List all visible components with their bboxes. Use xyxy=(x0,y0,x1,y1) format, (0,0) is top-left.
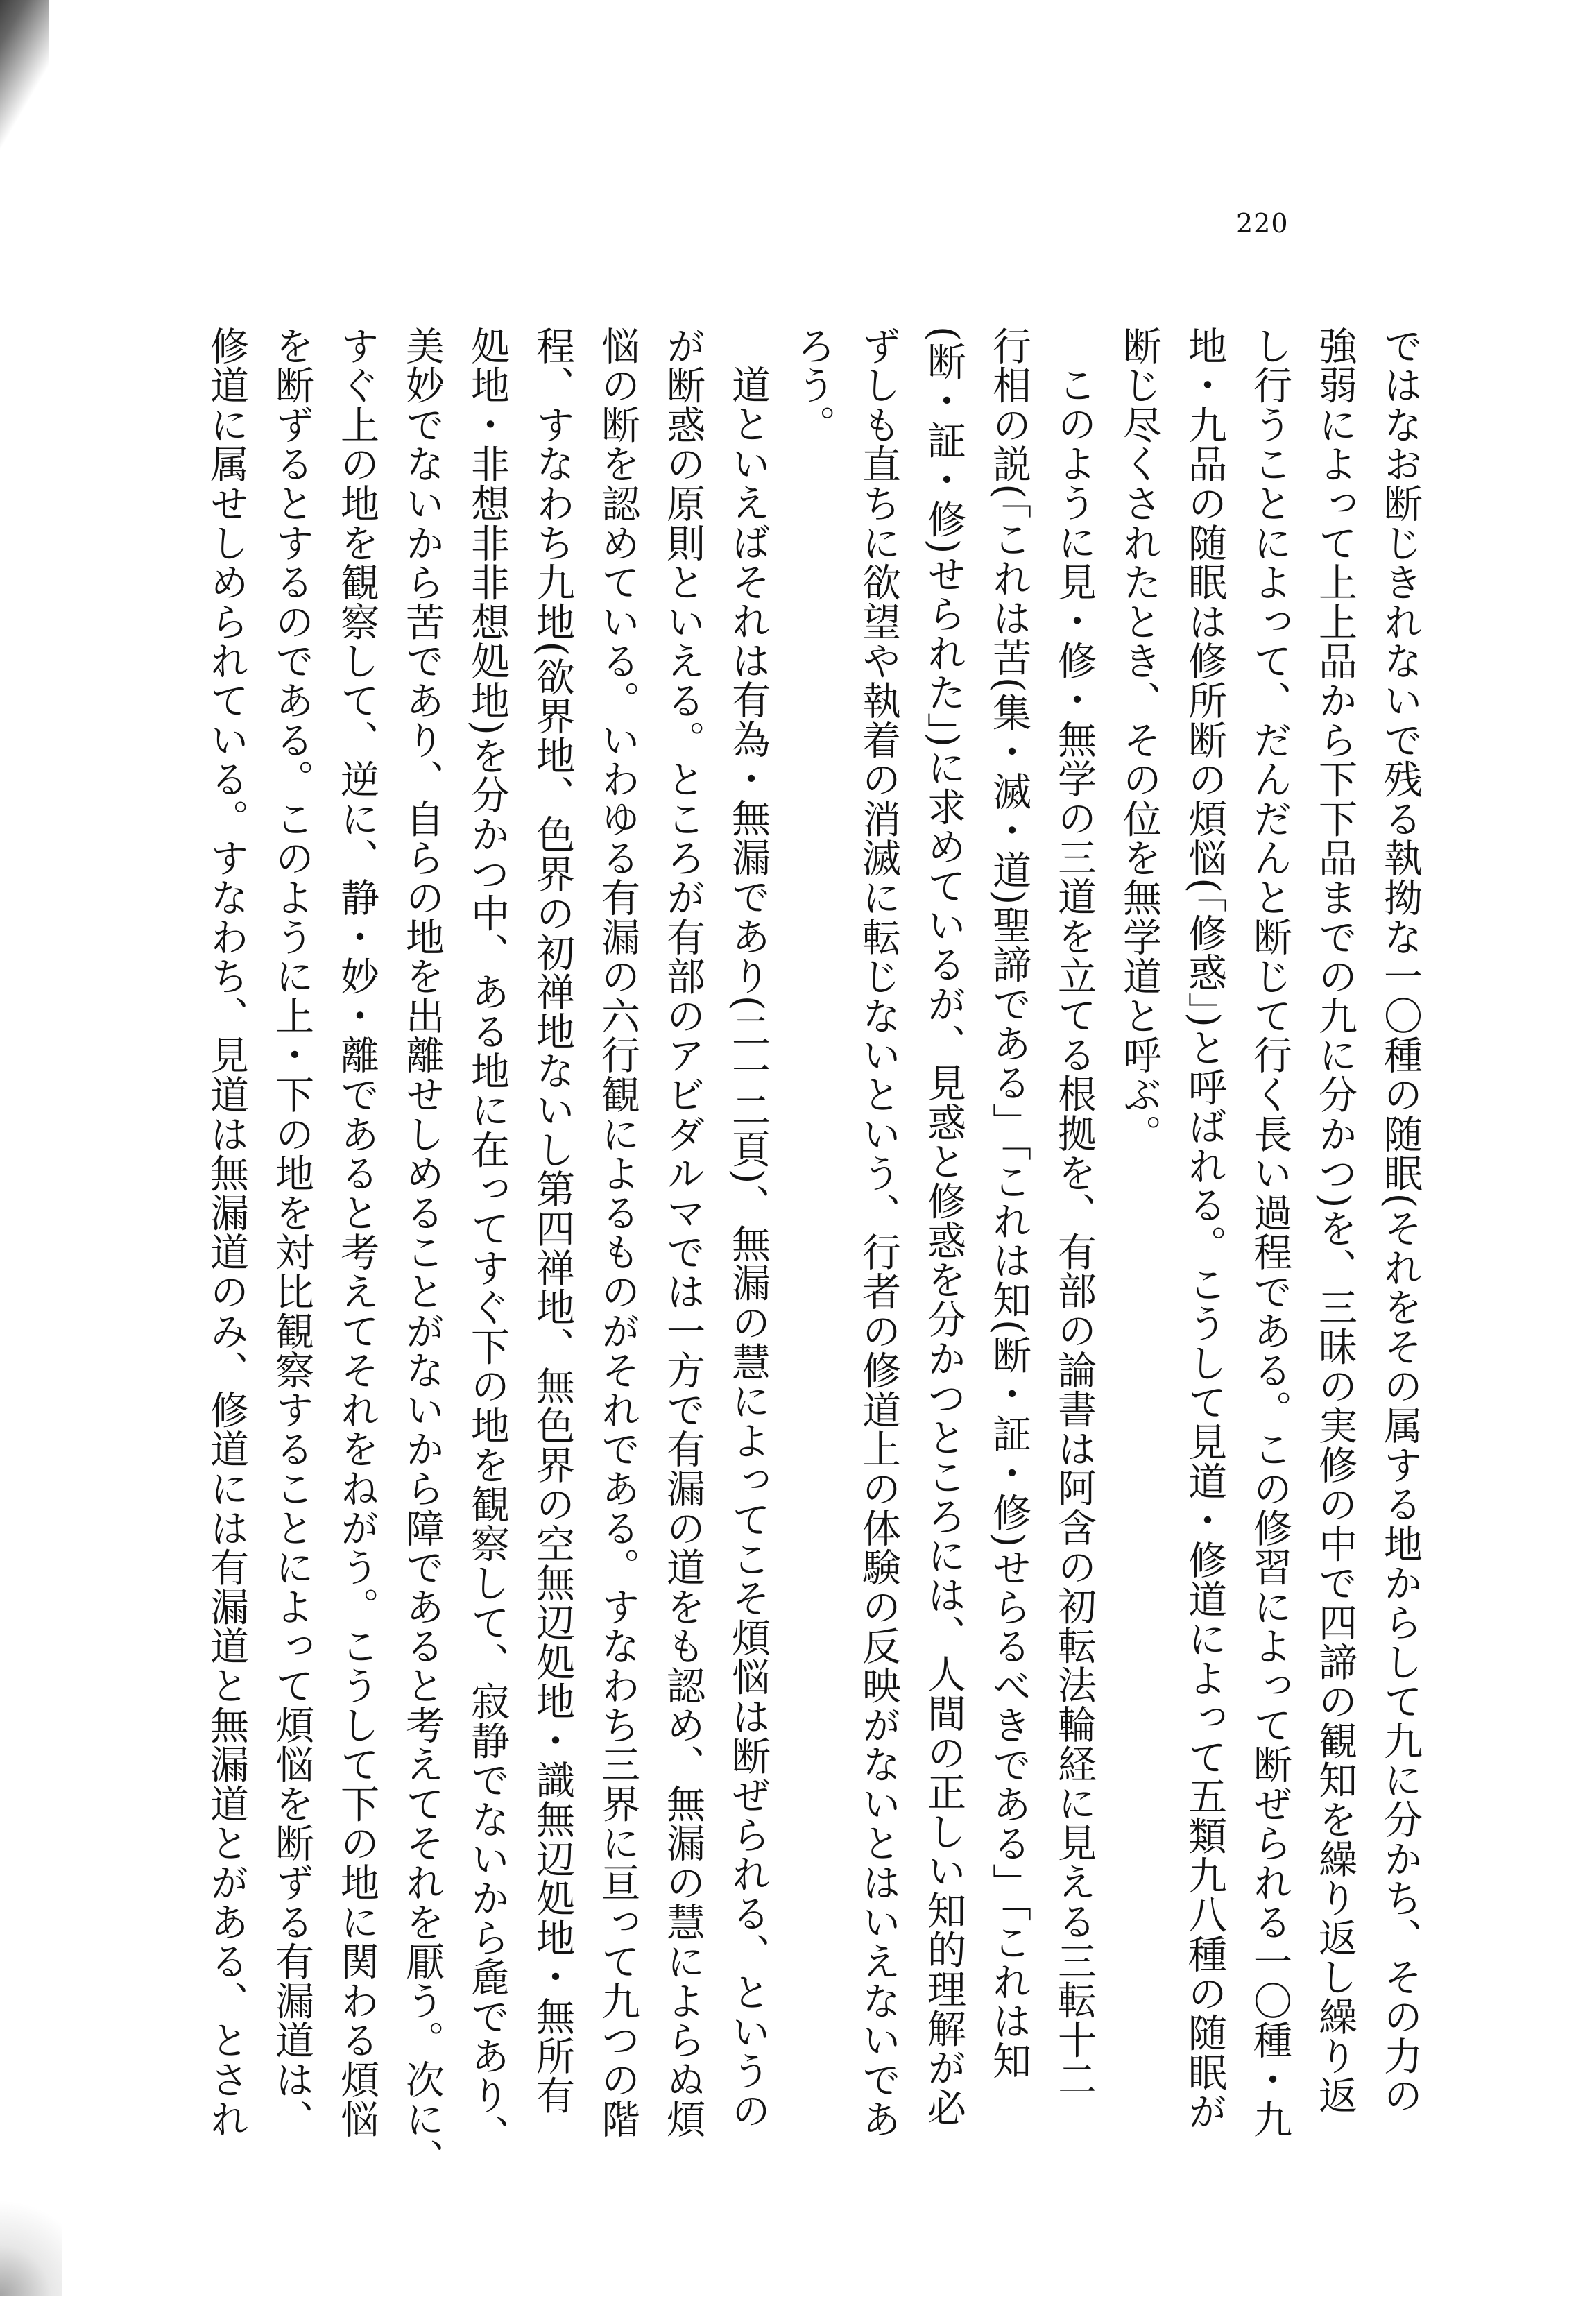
text-line: 処地・非想非非想処地)を分かつ中、ある地に在ってすぐ下の地を観察して、寂静でないから麁であり、 xyxy=(465,326,510,2155)
text-line: ろう。 xyxy=(791,326,836,445)
text-line: が断惑の原則といえる。ところが有部のアビダルマでは一方で有漏の道をも認め、無漏の慧によらぬ煩 xyxy=(660,326,705,2139)
text-line: 行相の説(「これは苦(集・滅・道)聖諦である」「これは知(断・証・修)せらるべきである」「これは知 xyxy=(986,326,1031,2081)
body-text xyxy=(149,326,1432,2324)
text-line: 美妙でないから苦であり、自らの地を出離せしめることがないから障であると考えてそれを厭う。次に、 xyxy=(400,326,445,2178)
scan-shadow-bottom-left xyxy=(0,2185,62,2296)
page-number: 220 xyxy=(1236,208,1289,239)
text-line: ではなお断じきれないで残る執拗な一〇種の随眠(それをその属する地からして九に分かち、その力の xyxy=(1378,326,1423,2115)
text-line: し行うことによって、だんだんと断じて行く長い過程である。この修習によって断ぜられる一〇種・九 xyxy=(1247,326,1292,2139)
text-line: 地・九品の随眠は修所断の煩悩(「修惑」)と呼ばれる。こうして見道・修道によって五類九八種の随眠が xyxy=(1182,326,1227,2132)
text-line: を断ずるとするのである。このように上・下の地を対比観察することによって煩悩を断ずる有漏道は、 xyxy=(269,326,314,2139)
scan-shadow-top-left xyxy=(0,0,49,166)
text-line: 修道に属せしめられている。すなわち、見道は無漏道のみ、修道には有漏道と無漏道とがある、とされ xyxy=(204,326,249,2139)
text-line: すぐ上の地を観察して、逆に、静・妙・離であると考えてそれをねがう。こうして下の地に関わる煩悩 xyxy=(334,326,379,2139)
text-line: (断・証・修)せられた」)に求めているが、見惑と修惑を分かつところには、人間の正しい知的理解が必 xyxy=(921,326,966,2127)
text-line: ずしも直ちに欲望や執着の消滅に転じないという、行者の修道上の体験の反映がないとはいえないであ xyxy=(856,326,901,2139)
paragraph-start-line: 道といえばそれは有為・無漏であり(二一二頁)、無漏の慧によってこそ煩悩は断ぜられる、というの xyxy=(726,365,771,2130)
text-line: 程、すなわち九地(欲界地、色界の初禅地ないし第四禅地、無色界の空無辺処地・識無辺処地・無所有 xyxy=(530,326,575,2115)
text-line: 悩の断を認めている。いわゆる有漏の六行観によるものがそれである。すなわち三界に亘って九つの階 xyxy=(595,326,640,2139)
text-line: 断じ尽くされたとき、その位を無学道と呼ぶ。 xyxy=(1117,326,1162,1154)
paragraph-start-line: このように見・修・無学の三道を立てる根拠を、有部の論書は阿含の初転法輪経に見える三転十二 xyxy=(1052,365,1097,2099)
text-line: 強弱によって上上品から下下品までの九に分かつ)を、三昧の実修の中で四諦の観知を繰り返し繰り返 xyxy=(1312,326,1357,2115)
